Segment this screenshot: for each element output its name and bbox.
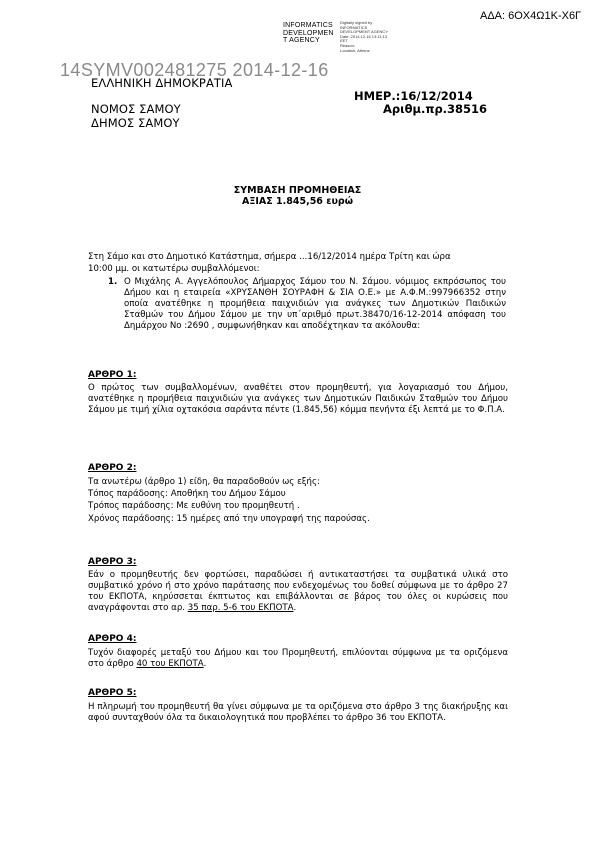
signature-org xyxy=(283,22,334,45)
document-date: ΗΜΕΡ.:16/12/2014 xyxy=(354,89,473,103)
signature-meta-line: INFORMATICS xyxy=(340,24,368,30)
signature-meta-line: Location: Athens xyxy=(340,47,370,53)
article-1-text: Ο πρώτος των συμβαλλομένων, αναθέτει στον προμηθευτή, για λογαριασμό του Δήμου, ανατέθηκε η προμήθεια παιχνιδιών για ανάγκες των Δημοτικών Παιδικών Σταθμών του Δήμου Σάμου με τιμή χίλια οχτακόσια σαράντα πέντε (1.845,56) κόμμα πενήντα έξι λεπτά με το Φ.Π.Α. xyxy=(88,383,508,415)
article-3-heading: ΑΡΘΡΟ 3: xyxy=(88,557,137,567)
article-4-heading: ΑΡΘΡΟ 4: xyxy=(88,634,137,644)
ada-code: ΑΔΑ: 6ΟΧ4Ω1Κ-Χ6Γ xyxy=(480,10,582,22)
article-2-line: Τόπος παράδοσης: Αποθήκη του Δήμου Σάμου xyxy=(88,489,286,499)
signature-meta-line: Date: 2014.12.16 13:11:13 xyxy=(340,33,388,39)
state-heading: ΕΛΛΗΝΙΚΗ ΔΗΜΟΚΡΑΤΙΑ xyxy=(91,76,233,90)
article-4-text xyxy=(88,648,508,670)
signature-meta-line: DEVELOPMENT AGENCY xyxy=(340,29,388,35)
article-3-reference: 35 παρ. 5-6 του ΕΚΠΟΤΑ xyxy=(187,603,294,613)
article-3-end: . xyxy=(293,603,297,613)
prefecture-heading: ΝΟΜΟΣ ΣΑΜΟΥ xyxy=(91,102,181,116)
signature-meta xyxy=(340,21,388,53)
party-item-text: Ο Μιχάλης Α. Αγγελόπουλος Δήμαρχος Σάμου του Ν. Σάμου. νόμιμος εκπρόσωπος του Δήμου και η εταιρεία «ΧΡΥΣΑΝΘΗ ΣΟΥΡΑΦΗ & ΣΙΑ Ο.Ε.» με Α.Φ.Μ.:997966352 στην οποία ανατέθηκε η προμήθεια παιχνιδιών για ανάγκες των Δημοτικών Παιδικών Σταθμών του Δήμου Σάμου με την υπ΄αριθμό πρωτ.38470/16-12-2014 απόφαση του Δημάρχου Νο :2690 , συμφωνήθηκαν και αποδέχτηκαν τα ακόλουθα: xyxy=(124,277,506,331)
contract-value: ΑΞΙΑΣ 1.845,56 ευρώ xyxy=(242,196,353,207)
registry-stamp: 14SYMV002481275 2014-12-16 xyxy=(60,60,329,80)
intro-line: Στη Σάμο και στο Δημοτικό Κατάστημα, σήμερα ...16/12/2014 ημέρα Τρίτη και ώρα xyxy=(88,252,451,262)
article-3-body: Εάν ο προμηθευτής δεν φορτώσει, παραδώσει ή αντικαταστήσει τα συμβατικά υλικά στο συμβατικό χρόνο ή στο χρόνο παράτασης που ενδεχομένως του δοθεί σύμφωνα με το άρθρο 27 του ΕΚΠΟΤΑ, κηρύσσεται έκπτωτος και επιβάλλονται σε βάρος του όλες οι κυρώσεις που αναγράφονται στο αρ. xyxy=(88,570,508,613)
signature-org-line: DEVELOPMEN xyxy=(283,29,334,37)
article-2-line: Χρόνος παράδοσης: 15 ημέρες από την υπογραφή της παρούσας. xyxy=(88,514,370,524)
signature-org-line: INFORMATICS xyxy=(283,22,333,29)
article-5-text: Η πληρωμή του προμηθευτή θα γίνει σύμφωνα με τα οριζόμενα στο άρθρο 3 της διακήρυξης και αφού συνταχθούν όλα τα δικαιολογητικά που προβλέπει το άρθρο 36 του ΕΚΠΟΤΑ. xyxy=(88,702,508,723)
municipality-heading: ΔΗΜΟΣ ΣΑΜΟΥ xyxy=(91,116,180,130)
party-item-number: 1. xyxy=(108,277,118,287)
article-3-text xyxy=(88,570,508,614)
signature-org-line: T AGENCY xyxy=(283,37,320,44)
signature-meta-line: Reason: xyxy=(340,42,355,48)
signature-meta-line: Digitally signed by xyxy=(340,20,373,25)
article-5-heading: ΑΡΘΡΟ 5: xyxy=(88,688,137,698)
article-4-end: . xyxy=(203,659,207,669)
contract-title: ΣΥΜΒΑΣΗ ΠΡΟΜΗΘΕΙΑΣ xyxy=(233,185,362,196)
protocol-number: Αριθμ.πρ.38516 xyxy=(383,102,488,116)
signature-meta-line: EET xyxy=(340,38,348,44)
intro-line: 10:00 μμ. οι κατωτέρω συμβαλλόμενοι: xyxy=(88,264,260,274)
article-2-heading: ΑΡΘΡΟ 2: xyxy=(88,463,137,473)
article-4-body: Τυχόν διαφορές μεταξύ του Δήμου και του Προμηθευτή, επιλύονται σύμφωνα με τα οριζόμενα στο άρθρο xyxy=(88,648,508,669)
article-2-line: Τα ανωτέρω (άρθρο 1) είδη, θα παραδοθούν ως εξής: xyxy=(88,477,320,487)
article-1-heading: ΑΡΘΡΟ 1: xyxy=(88,370,137,380)
article-4-reference: 40 του ΕΚΠΟΤΑ xyxy=(136,659,204,669)
article-2-line: Τρόπος παράδοσης: Με ευθύνη του προμηθευτή . xyxy=(88,501,300,511)
